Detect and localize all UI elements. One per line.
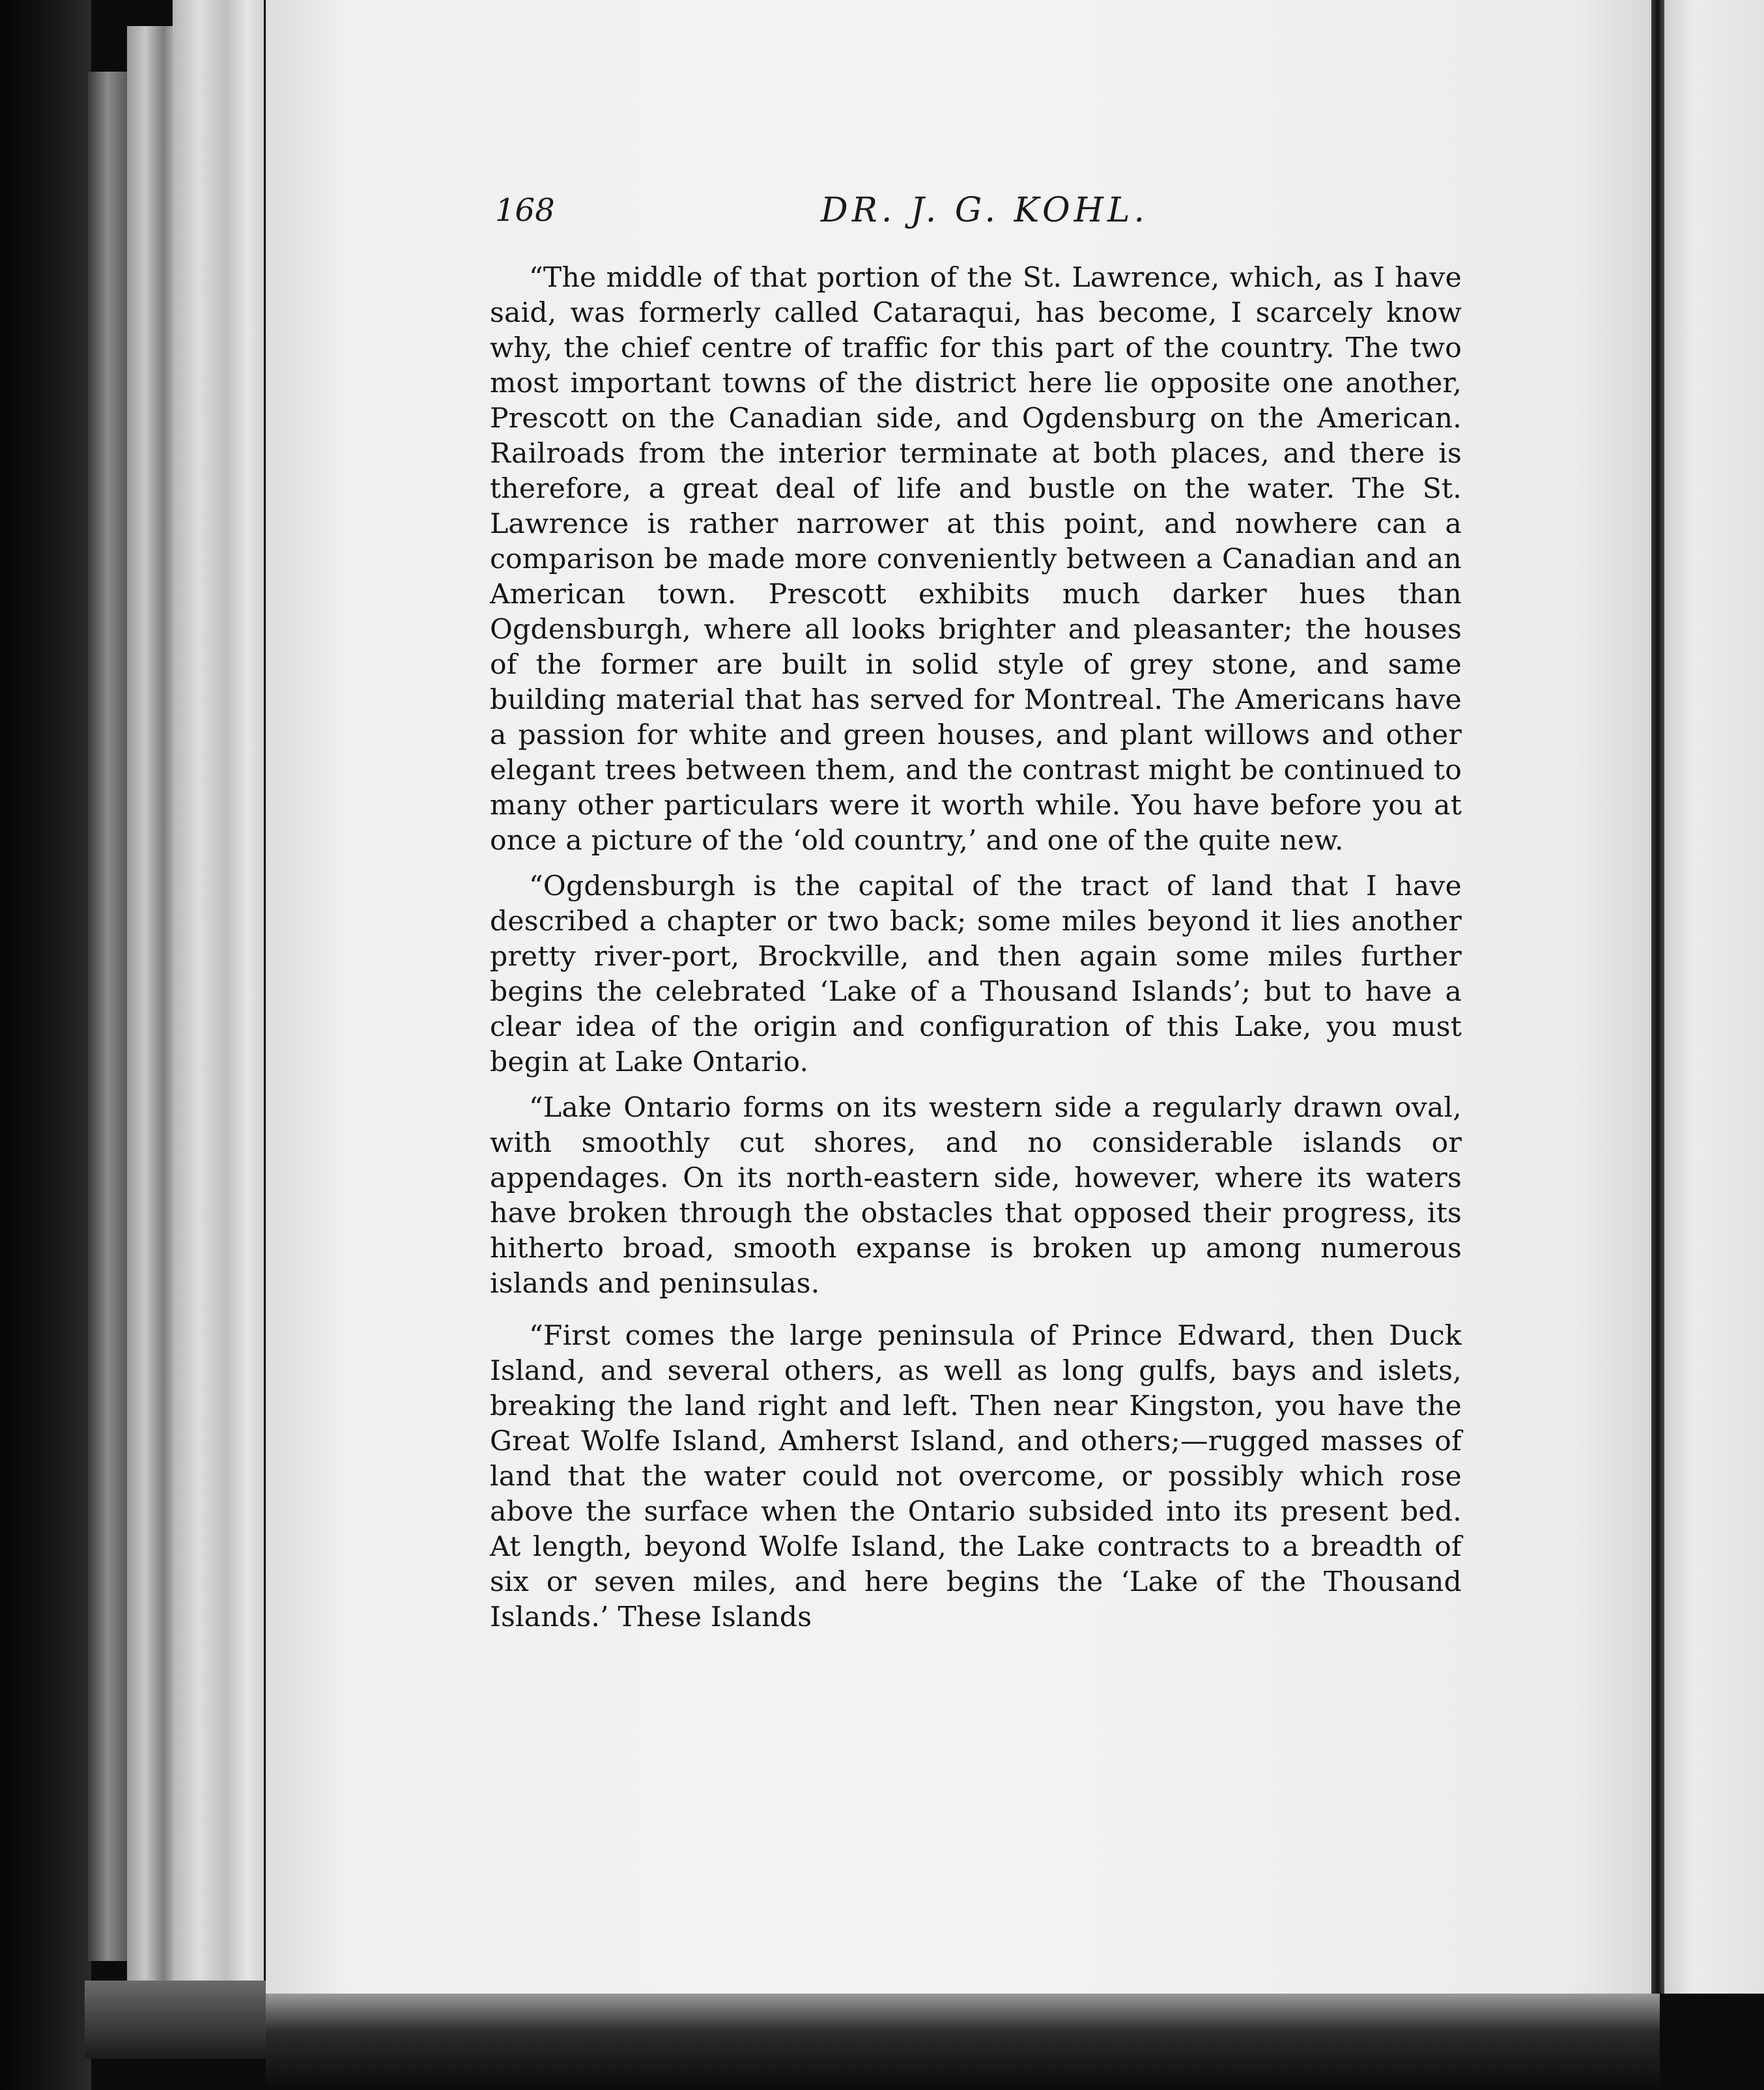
paragraph: “Lake Ontario forms on its western side a regularly drawn oval, with smoothly cut shores, and no considerable islands or appendages. On its north-eastern side, however, where its waters have broken through the obstacles that opposed their progress, its hitherto broad, smooth expanse is broken up among numerous islands and peninsulas. [490,1092,1462,1300]
book-edge-bottom [85,1981,274,2059]
page-edge-stack [88,72,127,1961]
body-text [490,261,1462,1635]
paragraph: “First comes the large peninsula of Prince Edward, then Duck Island, and several others, as well as long gulfs, bays and islets, breaking the land right and left. Then near Kingston, you have the Great Wolfe Island, Amherst Island, and others;—rugged masses of land that the water could not overcome, or possibly which rose above the surface when the Ontario subsided into its present bed. At length, beyond Wolfe Island, the Lake contracts to a breadth of six or seven miles, and here begins the ‘Lake of the Thousand Islands.’ These Islands [490,1320,1462,1633]
running-head [495,188,1472,233]
page-edge-stack [127,26,173,1987]
book-gutter [1651,0,1664,1994]
paragraph: “The middle of that portion of the St. Lawrence, which, as I have said, was formerly called Cataraqui, has become, I scarcely know why, the chief centre of traffic for this part of the country. The two most important towns of the district here lie opposite one another, Prescott on the Canadian side, and Ogdensburg on the American. Railroads from the interior terminate at both places, and there is therefore, a great deal of life and bustle on the water. The St. Lawrence is rather narrower at this point, and nowhere can a comparison be made more conveniently between a Canadian and an American town. Prescott exhibits much darker hues than Ogdensburgh, where all looks brighter and pleasanter; the houses of the former are built in solid style of grey stone, and same building material that has served for Montreal. The Americans have a passion for white and green houses, and plant willows and other elegant trees between them, and the contrast might be continued to many other particulars were it worth while. You have before you at once a picture of the ‘old country,’ and one of the quite new. [490,262,1462,857]
page-edge-stack [173,0,225,1994]
facing-page-edge [1664,0,1764,1994]
running-title: DR. J. G. KOHL. [821,191,1149,230]
page-bottom-shadow [266,1994,1660,2090]
book-edge-shadow [0,0,91,2090]
page-edge-stack [225,0,264,2007]
page-number: 168 [495,192,555,229]
paragraph: “Ogdensburgh is the capital of the tract of land that I have described a chapter or two back; some miles beyond it lies another pretty river-port, Brockville, and then again some miles further begins the celebrated ‘Lake of a Thousand Islands’; but to have a clear idea of the origin and configuration of this Lake, you must begin at Lake Ontario. [490,870,1462,1078]
